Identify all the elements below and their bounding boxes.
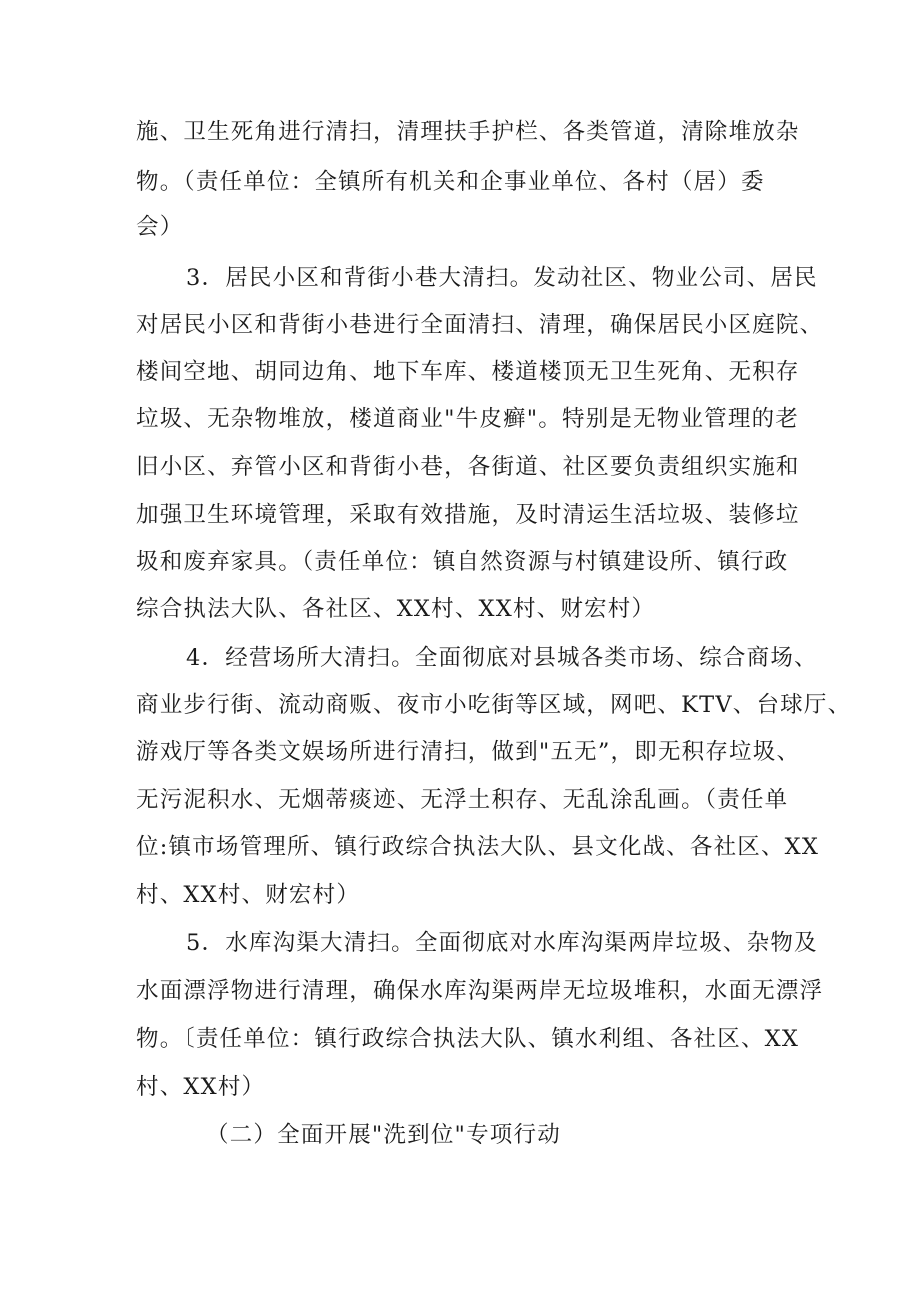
paragraph-3-start: 3．居民小区和背街小巷大清扫。发动社区、物业公司、居民: [186, 265, 818, 291]
text-line: 对居民小区和背街小巷进行全面清扫、清理，确保居民小区庭院、: [136, 312, 824, 338]
text-line: 商业步行街、流动商贩、夜市小吃街等区域，网吧、KTV、台球厅、: [136, 692, 852, 718]
text-line: 游戏厅等各类文娱场所进行清扫，做到"五无”，即无积存垃圾、: [136, 739, 801, 765]
text-line: 加强卫生环境管理，采取有效措施，及时清运生活垃圾、装修垃: [136, 502, 800, 528]
text-line: 物。〔责任单位：镇行政综合执法大队、镇水利组、各社区、XX: [136, 1026, 800, 1052]
text-line: 施、卫生死角进行清扫，清理扶手护栏、各类管道，清除堆放杂: [136, 119, 800, 145]
text-line: 水面漂浮物进行清理，确保水库沟渠两岸无垃圾堆积，水面无漂浮: [136, 978, 824, 1004]
section-heading: （二）全面开展"洗到位"专项行动: [206, 1122, 561, 1148]
text-line: 圾和废弃家具。（责任单位：镇自然资源与村镇建设所、镇行政: [136, 549, 789, 575]
text-line: 会）: [136, 214, 184, 240]
text-line: 无污泥积水、无烟蒂痰迹、无浮土积存、无乱涂乱画。（责任单: [136, 787, 789, 813]
text-line: 村、XX村）: [136, 1074, 266, 1100]
text-line: 位:镇市场管理所、镇行政综合执法大队、县文化战、各社区、XX: [136, 834, 820, 860]
text-line: 垃圾、无杂物堆放，楼道商业"牛皮癣"。特别是无物业管理的老: [136, 406, 799, 432]
paragraph-5-start: 5．水库沟渠大清扫。全面彻底对水库沟渠两岸垃圾、杂物及: [186, 930, 818, 956]
paragraph-4-start: 4．经营场所大清扫。全面彻底对县城各类市场、综合商场、: [186, 645, 818, 671]
text-line: 综合执法大队、各社区、XX村、XX村、财宏村）: [136, 596, 656, 622]
text-line: 楼间空地、胡同边角、地下车库、楼道楼顶无卫生死角、无积存: [136, 359, 800, 385]
text-line: 旧小区、弃管小区和背街小巷，各街道、社区要负责组织实施和: [136, 454, 800, 480]
text-line: 村、XX村、财宏村）: [136, 882, 361, 908]
text-line: 物。（责任单位：全镇所有机关和企事业单位、各村（居）委: [136, 169, 765, 195]
